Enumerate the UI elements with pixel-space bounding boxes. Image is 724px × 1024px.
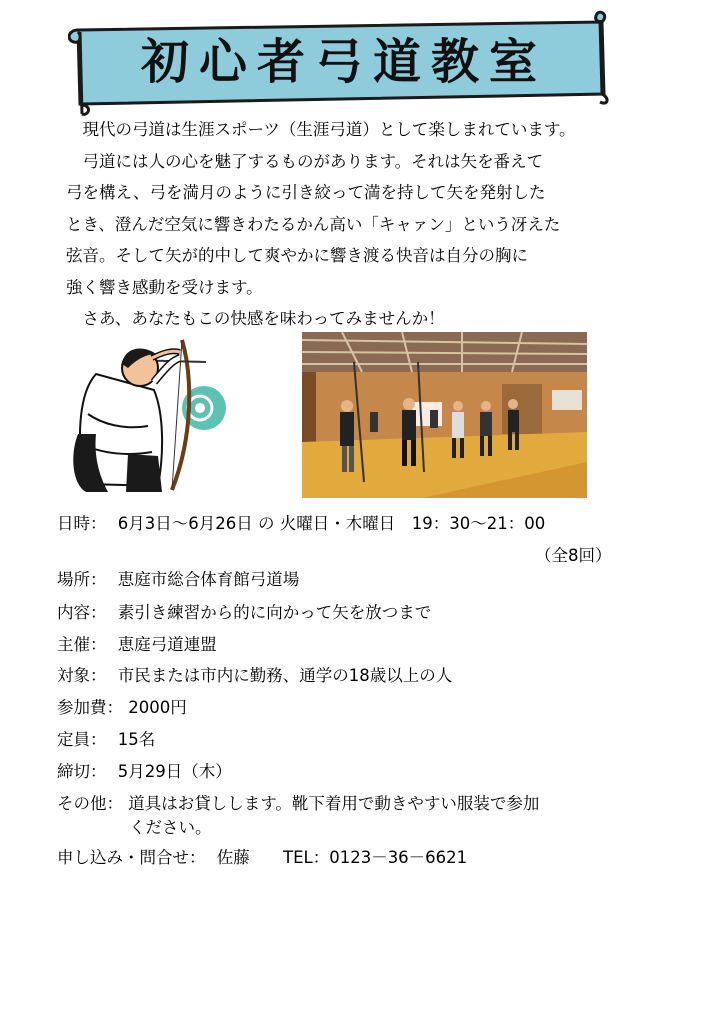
place-label: 場所：	[57, 570, 107, 589]
contact-row	[57, 844, 467, 868]
title-banner	[68, 10, 616, 116]
intro-line: 弓道には人の心を魅了するものがあります。それは矢を番えて	[66, 151, 544, 171]
place-row	[57, 566, 299, 590]
kyudo-practice-photo	[302, 332, 587, 498]
capacity-label: 定員：	[57, 730, 107, 749]
deadline-value: 5月29日（木）	[117, 762, 232, 781]
deadline-label: 締切：	[57, 762, 107, 781]
fee-row	[57, 694, 187, 718]
capacity-value: 15名	[117, 730, 156, 749]
fee-value: 2000円	[128, 698, 187, 717]
other-row	[57, 790, 539, 814]
intro-line: とき、澄んだ空気に響きわたるかん高い「キャァン」という冴えた	[66, 214, 561, 234]
contact-phone: TEL：0123－36－6621	[283, 848, 468, 867]
datetime-row	[57, 510, 545, 534]
intro-line: 現代の弓道は生涯スポーツ（生涯弓道）として楽しまれています。	[66, 120, 576, 139]
deadline-row	[57, 758, 232, 782]
place-value: 恵庭市総合体育館弓道場	[117, 570, 300, 589]
content-value: 素引き練習から的に向かって矢を放つまで	[117, 603, 432, 622]
other-label: その他：	[57, 794, 123, 813]
host-row	[57, 631, 217, 655]
datetime-value: 6月3日～6月26日 の 火曜日・木曜日 19：30～21：00	[117, 514, 546, 533]
target-row	[57, 662, 452, 686]
page-title: 初心者弓道教室	[140, 34, 547, 90]
content-label: 内容：	[57, 603, 107, 622]
contact-name: 佐藤	[216, 848, 250, 867]
target-label: 対象：	[57, 666, 107, 685]
contact-label: 申し込み・問合せ：	[57, 848, 206, 867]
host-label: 主催：	[57, 635, 107, 654]
fee-label: 参加費：	[57, 698, 123, 717]
other-value-continued: ください。	[129, 818, 212, 837]
intro-line: 弓を構え、弓を満月のように引き絞って満を持して矢を発射した	[66, 183, 546, 202]
archer-illustration	[68, 334, 234, 494]
intro-paragraph	[66, 114, 686, 335]
content-row	[57, 599, 431, 623]
session-count: （全8回）	[535, 546, 612, 565]
intro-line: さあ、あなたもこの快感を味わってみませんか！	[66, 309, 445, 328]
intro-line: 強く響き感動を受けます。	[66, 277, 263, 297]
other-value: 道具はお貸しします。靴下着用で動きやすい服装で参加	[128, 794, 540, 813]
host-value: 恵庭弓道連盟	[117, 635, 217, 654]
datetime-label: 日時：	[57, 514, 107, 533]
target-value: 市民または市内に勤務、通学の18歳以上の人	[117, 666, 453, 685]
intro-line: 弦音。そして矢が的中して爽やかに響き渡る快音は自分の胸に	[66, 246, 528, 265]
capacity-row	[57, 726, 155, 750]
